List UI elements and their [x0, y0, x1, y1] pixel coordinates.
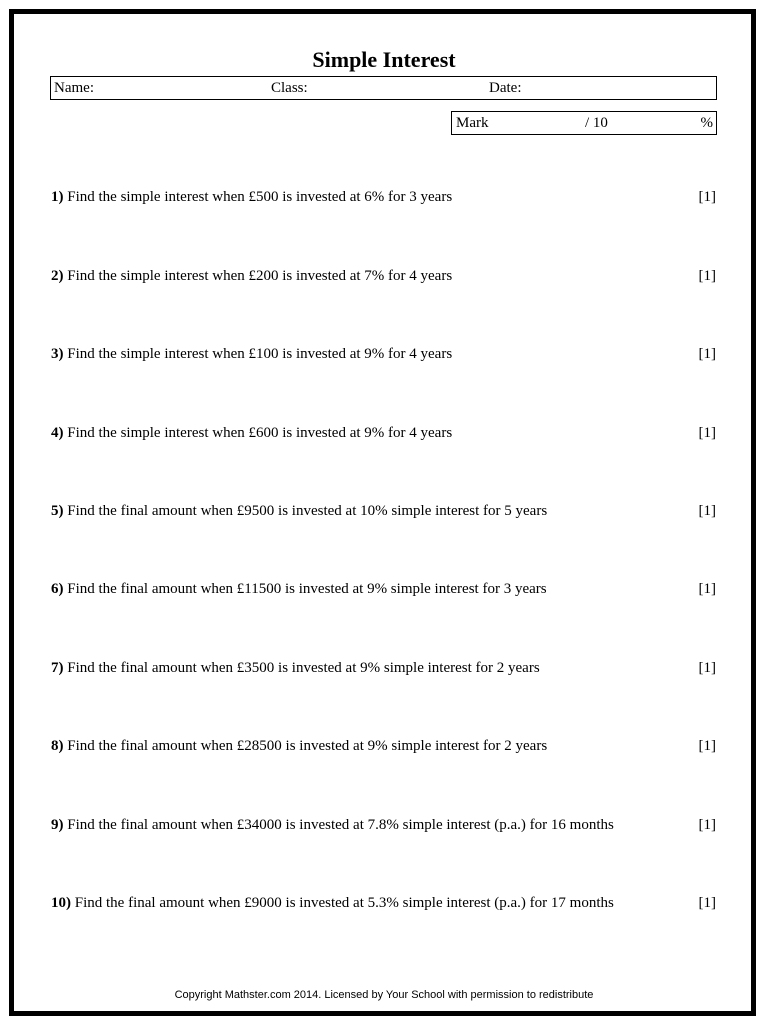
question-number: 8): [51, 738, 64, 754]
question-number: 1): [51, 189, 64, 205]
question-item: [51, 895, 717, 915]
question-mark: [1]: [698, 189, 716, 205]
question-item: [51, 346, 717, 366]
question-text: Find the simple interest when £600 is invested at 9% for 4 years: [67, 425, 453, 441]
question-number: 7): [51, 660, 64, 676]
question-text: Find the simple interest when £200 is invested at 7% for 4 years: [67, 268, 453, 284]
question-text: Find the final amount when £3500 is invested at 9% simple interest for 2 years: [67, 660, 540, 676]
name-label: Name:: [54, 80, 94, 96]
mark-percent: %: [700, 115, 713, 131]
question-item: [51, 581, 717, 601]
question-item: [51, 738, 717, 758]
question-number: 9): [51, 817, 64, 833]
question-text: Find the simple interest when £100 is invested at 9% for 4 years: [67, 346, 453, 362]
mark-total: / 10: [585, 115, 608, 131]
question-text: Find the final amount when £9000 is invested at 5.3% simple interest (p.a.) for 17 months: [74, 895, 614, 911]
question-mark: [1]: [698, 425, 716, 441]
question-item: [51, 268, 717, 288]
question-item: [51, 503, 717, 523]
question-text: Find the final amount when £28500 is invested at 9% simple interest for 2 years: [67, 738, 548, 754]
question-number: 6): [51, 581, 64, 597]
copyright-footer: Copyright Mathster.com 2014. Licensed by Your School with permission to redistribute: [174, 989, 594, 1001]
mark-label: Mark: [456, 115, 489, 131]
question-mark: [1]: [698, 268, 716, 284]
question-mark: [1]: [698, 581, 716, 597]
question-number: 10): [51, 895, 71, 911]
question-text: Find the final amount when £11500 is invested at 9% simple interest for 3 years: [67, 581, 547, 597]
question-item: [51, 817, 717, 837]
question-mark: [1]: [698, 660, 716, 676]
question-number: 4): [51, 425, 64, 441]
question-mark: [1]: [698, 346, 716, 362]
question-mark: [1]: [698, 503, 716, 519]
question-text: Find the simple interest when £500 is invested at 6% for 3 years: [67, 189, 453, 205]
question-item: [51, 660, 717, 680]
question-item: [51, 425, 717, 445]
question-item: [51, 189, 717, 209]
question-text: Find the final amount when £34000 is invested at 7.8% simple interest (p.a.) for 16 months: [67, 817, 614, 833]
student-info-box: [50, 76, 717, 100]
class-label: Class:: [271, 80, 308, 96]
question-mark: [1]: [698, 817, 716, 833]
question-number: 3): [51, 346, 64, 362]
question-number: 5): [51, 503, 64, 519]
date-label: Date:: [489, 80, 522, 96]
question-text: Find the final amount when £9500 is invested at 10% simple interest for 5 years: [67, 503, 548, 519]
page-title: Simple Interest: [312, 47, 456, 72]
question-mark: [1]: [698, 895, 716, 911]
question-mark: [1]: [698, 738, 716, 754]
mark-box: [451, 111, 717, 135]
question-number: 2): [51, 268, 64, 284]
